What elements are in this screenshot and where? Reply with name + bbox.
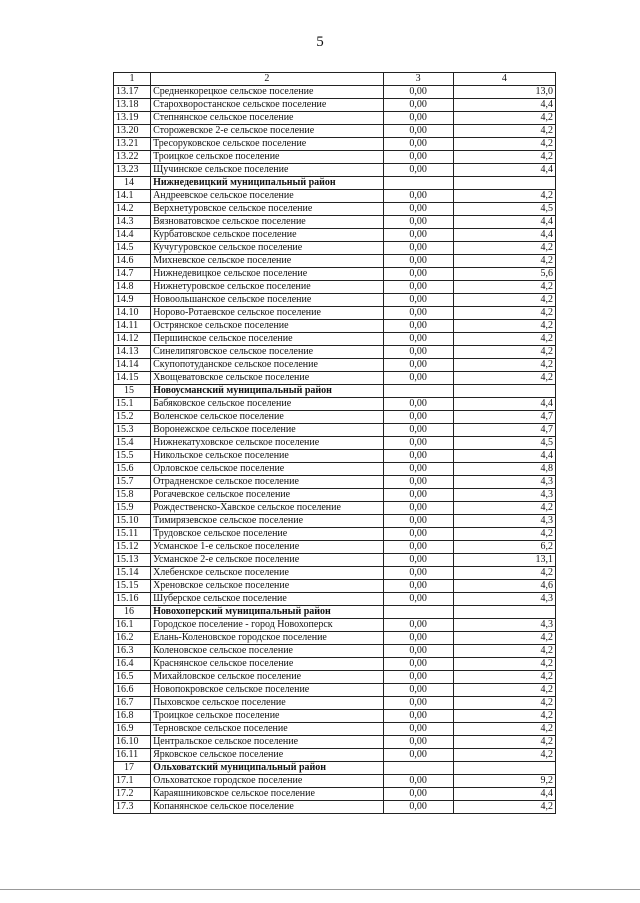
row-number: 17.3 [114,801,151,814]
table-row [114,554,556,567]
row-number: 15.6 [114,463,151,476]
row-number: 14 [114,177,151,190]
table-row [114,190,556,203]
row-value-4: 4,2 [453,281,555,294]
row-number: 15.13 [114,554,151,567]
row-value-3: 0,00 [383,723,453,736]
row-name: Рогачевское сельское поселение [151,489,384,502]
row-value-3: 0,00 [383,463,453,476]
row-number: 13.17 [114,86,151,99]
row-value-3: 0,00 [383,749,453,762]
row-name: Новоусманский муниципальный район [151,385,384,398]
row-value-4: 13,0 [453,86,555,99]
row-value-3: 0,00 [383,333,453,346]
row-name: Верхнетуровское сельское поселение [151,203,384,216]
row-value-3: 0,00 [383,671,453,684]
row-value-4: 4,2 [453,138,555,151]
table-header-row [114,73,556,86]
row-number: 14.3 [114,216,151,229]
row-value-3 [383,762,453,775]
row-value-4: 4,2 [453,567,555,580]
table-row [114,593,556,606]
row-value-4 [453,385,555,398]
row-name: Бабяковское сельское поселение [151,398,384,411]
row-value-4: 4,4 [453,164,555,177]
row-value-4: 4,7 [453,411,555,424]
header-cell: 3 [383,73,453,86]
table-row [114,372,556,385]
row-name: Скупопотуданское сельское поселение [151,359,384,372]
row-name: Усманское 1-е сельское поселение [151,541,384,554]
row-number: 16.3 [114,645,151,658]
table-row [114,255,556,268]
row-name: Першинское сельское поселение [151,333,384,346]
table-row [114,619,556,632]
row-value-3: 0,00 [383,372,453,385]
row-value-4: 4,6 [453,580,555,593]
row-value-3: 0,00 [383,541,453,554]
row-value-4: 4,3 [453,515,555,528]
row-name: Терновское сельское поселение [151,723,384,736]
row-number: 14.5 [114,242,151,255]
row-value-4: 4,2 [453,528,555,541]
row-value-4: 4,2 [453,112,555,125]
row-name: Караяшниковское сельское поселение [151,788,384,801]
table-row [114,749,556,762]
row-number: 15.15 [114,580,151,593]
row-number: 15.8 [114,489,151,502]
row-value-4: 4,4 [453,450,555,463]
row-value-4: 4,3 [453,619,555,632]
row-value-3: 0,00 [383,788,453,801]
row-number: 16.8 [114,710,151,723]
row-name: Троицкое сельское поселение [151,151,384,164]
row-value-3: 0,00 [383,580,453,593]
row-number: 14.2 [114,203,151,216]
row-name: Коленовское сельское поселение [151,645,384,658]
row-name: Нижнедевицкий муниципальный район [151,177,384,190]
row-number: 17.1 [114,775,151,788]
row-value-3: 0,00 [383,502,453,515]
row-value-4: 4,2 [453,645,555,658]
row-value-3: 0,00 [383,242,453,255]
row-value-4: 4,2 [453,333,555,346]
table-row [114,294,556,307]
row-name: Михневское сельское поселение [151,255,384,268]
data-table [113,72,556,814]
row-name: Воленское сельское поселение [151,411,384,424]
row-value-4: 4,2 [453,697,555,710]
table-row [114,567,556,580]
row-name: Средненкорецкое сельское поселение [151,86,384,99]
row-number: 16.1 [114,619,151,632]
row-value-3 [383,385,453,398]
row-value-4: 4,2 [453,255,555,268]
row-value-3: 0,00 [383,697,453,710]
row-value-4: 5,6 [453,268,555,281]
row-name: Вязноватовское сельское поселение [151,216,384,229]
row-name: Никольское сельское поселение [151,450,384,463]
row-number: 15.12 [114,541,151,554]
row-number: 14.6 [114,255,151,268]
table-row [114,515,556,528]
table-row [114,346,556,359]
row-value-4: 4,4 [453,229,555,242]
row-number: 16.5 [114,671,151,684]
row-value-4: 4,4 [453,788,555,801]
row-number: 14.15 [114,372,151,385]
row-value-3: 0,00 [383,151,453,164]
table-row [114,151,556,164]
row-name: Кучугуровское сельское поселение [151,242,384,255]
row-value-3: 0,00 [383,294,453,307]
row-value-3: 0,00 [383,86,453,99]
table-row [114,723,556,736]
row-value-4: 4,4 [453,216,555,229]
row-value-4: 4,2 [453,190,555,203]
row-value-4: 4,2 [453,151,555,164]
row-name: Краснянское сельское поселение [151,658,384,671]
table-row [114,645,556,658]
table-row [114,99,556,112]
table-row [114,229,556,242]
row-value-3: 0,00 [383,476,453,489]
row-value-4 [453,606,555,619]
row-number: 16.10 [114,736,151,749]
row-value-3 [383,177,453,190]
row-name: Старохворостанское сельское поселение [151,99,384,112]
row-value-3: 0,00 [383,138,453,151]
table-row [114,450,556,463]
table-row [114,281,556,294]
row-number: 16.11 [114,749,151,762]
row-number: 15.7 [114,476,151,489]
row-name: Воронежское сельское поселение [151,424,384,437]
table-row [114,320,556,333]
row-name: Тимирязевское сельское поселение [151,515,384,528]
row-value-3: 0,00 [383,528,453,541]
row-number: 16.6 [114,684,151,697]
row-number: 14.13 [114,346,151,359]
row-value-3: 0,00 [383,411,453,424]
row-value-4: 4,2 [453,658,555,671]
row-value-4: 4,2 [453,632,555,645]
table-row [114,697,556,710]
row-value-3: 0,00 [383,424,453,437]
table-row [114,268,556,281]
table-row [114,203,556,216]
row-value-3: 0,00 [383,398,453,411]
row-name: Копанянское сельское поселение [151,801,384,814]
row-name: Михайловское сельское поселение [151,671,384,684]
table-row [114,528,556,541]
district-row [114,385,556,398]
table-row [114,359,556,372]
row-name: Трудовское сельское поселение [151,528,384,541]
row-value-4: 4,2 [453,749,555,762]
table-row [114,424,556,437]
table-row [114,801,556,814]
table-row [114,502,556,515]
table-row [114,333,556,346]
row-name: Нижнедевицкое сельское поселение [151,268,384,281]
row-value-3: 0,00 [383,489,453,502]
row-value-4: 4,2 [453,125,555,138]
table-row [114,216,556,229]
row-value-4: 4,2 [453,502,555,515]
row-name: Городское поселение - город Новохоперск [151,619,384,632]
row-name: Ольховатский муниципальный район [151,762,384,775]
row-value-3: 0,00 [383,645,453,658]
row-value-3: 0,00 [383,216,453,229]
row-number: 15.14 [114,567,151,580]
table-row [114,658,556,671]
row-value-3: 0,00 [383,775,453,788]
row-number: 15.16 [114,593,151,606]
row-value-4: 4,2 [453,723,555,736]
row-number: 14.8 [114,281,151,294]
row-name: Хвощеватовское сельское поселение [151,372,384,385]
table-row [114,580,556,593]
row-number: 14.10 [114,307,151,320]
row-value-3: 0,00 [383,554,453,567]
row-name: Новохоперский муниципальный район [151,606,384,619]
district-row [114,177,556,190]
row-name: Тресоруковское сельское поселение [151,138,384,151]
row-name: Пыховское сельское поселение [151,697,384,710]
row-number: 14.4 [114,229,151,242]
header-cell: 2 [151,73,384,86]
row-value-3: 0,00 [383,125,453,138]
table-row [114,125,556,138]
row-value-4: 4,5 [453,437,555,450]
row-name: Новопокровское сельское поселение [151,684,384,697]
row-value-3: 0,00 [383,658,453,671]
row-value-3: 0,00 [383,112,453,125]
row-value-4: 4,2 [453,294,555,307]
row-value-3: 0,00 [383,801,453,814]
table-row [114,112,556,125]
row-number: 15.10 [114,515,151,528]
district-row [114,762,556,775]
row-name: Ольховатское городское поселение [151,775,384,788]
row-name: Курбатовское сельское поселение [151,229,384,242]
row-number: 14.9 [114,294,151,307]
row-value-3: 0,00 [383,632,453,645]
row-value-4: 4,2 [453,736,555,749]
row-value-4: 4,2 [453,671,555,684]
row-value-3: 0,00 [383,99,453,112]
row-name: Усманское 2-е сельское поселение [151,554,384,567]
row-number: 17.2 [114,788,151,801]
row-value-4: 4,5 [453,203,555,216]
table-row [114,437,556,450]
table-row [114,164,556,177]
row-value-4 [453,762,555,775]
row-value-3: 0,00 [383,203,453,216]
row-name: Новоольшанское сельское поселение [151,294,384,307]
row-value-4: 4,3 [453,593,555,606]
row-number: 14.11 [114,320,151,333]
table-row [114,775,556,788]
row-value-3: 0,00 [383,255,453,268]
row-value-3: 0,00 [383,593,453,606]
row-name: Троицкое сельское поселение [151,710,384,723]
table-row [114,788,556,801]
row-number: 14.14 [114,359,151,372]
row-value-4: 4,2 [453,320,555,333]
table-row [114,684,556,697]
row-name: Отрадненское сельское поселение [151,476,384,489]
table-row [114,541,556,554]
table-row [114,489,556,502]
row-name: Острянское сельское поселение [151,320,384,333]
row-number: 15 [114,385,151,398]
row-value-4: 4,3 [453,476,555,489]
row-value-3: 0,00 [383,281,453,294]
table-row [114,632,556,645]
row-number: 13.22 [114,151,151,164]
row-name: Хреновское сельское поселение [151,580,384,593]
row-value-4: 4,2 [453,359,555,372]
row-name: Елань-Коленовское городское поселение [151,632,384,645]
row-name: Степнянское сельское поселение [151,112,384,125]
table-row [114,138,556,151]
table-row [114,710,556,723]
row-name: Норово-Ротаевское сельское поселение [151,307,384,320]
row-value-3: 0,00 [383,710,453,723]
row-value-3: 0,00 [383,684,453,697]
row-number: 15.2 [114,411,151,424]
row-name: Андреевское сельское поселение [151,190,384,203]
row-number: 13.23 [114,164,151,177]
row-value-3: 0,00 [383,567,453,580]
row-name: Сторожевское 2-е сельское поселение [151,125,384,138]
row-number: 15.11 [114,528,151,541]
row-value-3: 0,00 [383,450,453,463]
row-value-3: 0,00 [383,515,453,528]
row-value-4: 4,2 [453,710,555,723]
row-value-4: 4,2 [453,684,555,697]
row-number: 15.1 [114,398,151,411]
table-row [114,671,556,684]
table-row [114,411,556,424]
row-value-4 [453,177,555,190]
row-number: 14.1 [114,190,151,203]
row-number: 13.21 [114,138,151,151]
row-value-3 [383,606,453,619]
row-number: 13.20 [114,125,151,138]
table-row [114,463,556,476]
table-row [114,736,556,749]
row-number: 13.19 [114,112,151,125]
row-number: 15.5 [114,450,151,463]
row-value-3: 0,00 [383,320,453,333]
page-bottom-divider [0,889,640,890]
row-name: Рождественско-Хавское сельское поселение [151,502,384,515]
row-value-4: 4,4 [453,398,555,411]
row-value-3: 0,00 [383,229,453,242]
row-value-4: 4,3 [453,489,555,502]
header-cell: 1 [114,73,151,86]
row-value-3: 0,00 [383,437,453,450]
page-number: 5 [316,34,324,50]
row-number: 16.7 [114,697,151,710]
table-row [114,398,556,411]
row-name: Орловское сельское поселение [151,463,384,476]
row-value-4: 13,1 [453,554,555,567]
row-value-4: 4,4 [453,99,555,112]
row-name: Хлебенское сельское поселение [151,567,384,580]
row-value-4: 4,2 [453,801,555,814]
row-number: 15.4 [114,437,151,450]
row-value-4: 4,7 [453,424,555,437]
row-number: 17 [114,762,151,775]
row-value-3: 0,00 [383,346,453,359]
table-row [114,242,556,255]
row-value-4: 4,2 [453,242,555,255]
row-number: 16.4 [114,658,151,671]
row-value-4: 4,2 [453,372,555,385]
table-row [114,86,556,99]
row-value-3: 0,00 [383,268,453,281]
row-name: Центральское сельское поселение [151,736,384,749]
row-number: 16 [114,606,151,619]
row-name: Ярковское сельское поселение [151,749,384,762]
row-value-3: 0,00 [383,619,453,632]
row-number: 16.9 [114,723,151,736]
row-value-3: 0,00 [383,307,453,320]
header-cell: 4 [453,73,555,86]
row-name: Шуберское сельское поселение [151,593,384,606]
row-number: 13.18 [114,99,151,112]
district-row [114,606,556,619]
row-number: 14.7 [114,268,151,281]
row-value-4: 4,2 [453,346,555,359]
table-row [114,307,556,320]
row-value-3: 0,00 [383,190,453,203]
row-value-4: 6,2 [453,541,555,554]
row-name: Синелипяговское сельское поселение [151,346,384,359]
row-number: 14.12 [114,333,151,346]
row-value-4: 4,2 [453,307,555,320]
row-value-4: 4,8 [453,463,555,476]
row-number: 15.9 [114,502,151,515]
row-name: Нижнетуровское сельское поселение [151,281,384,294]
row-number: 15.3 [114,424,151,437]
row-value-3: 0,00 [383,736,453,749]
row-name: Щучинское сельское поселение [151,164,384,177]
row-number: 16.2 [114,632,151,645]
table-row [114,476,556,489]
row-value-3: 0,00 [383,164,453,177]
row-name: Нижнекатуховское сельское поселение [151,437,384,450]
row-value-3: 0,00 [383,359,453,372]
row-value-4: 9,2 [453,775,555,788]
